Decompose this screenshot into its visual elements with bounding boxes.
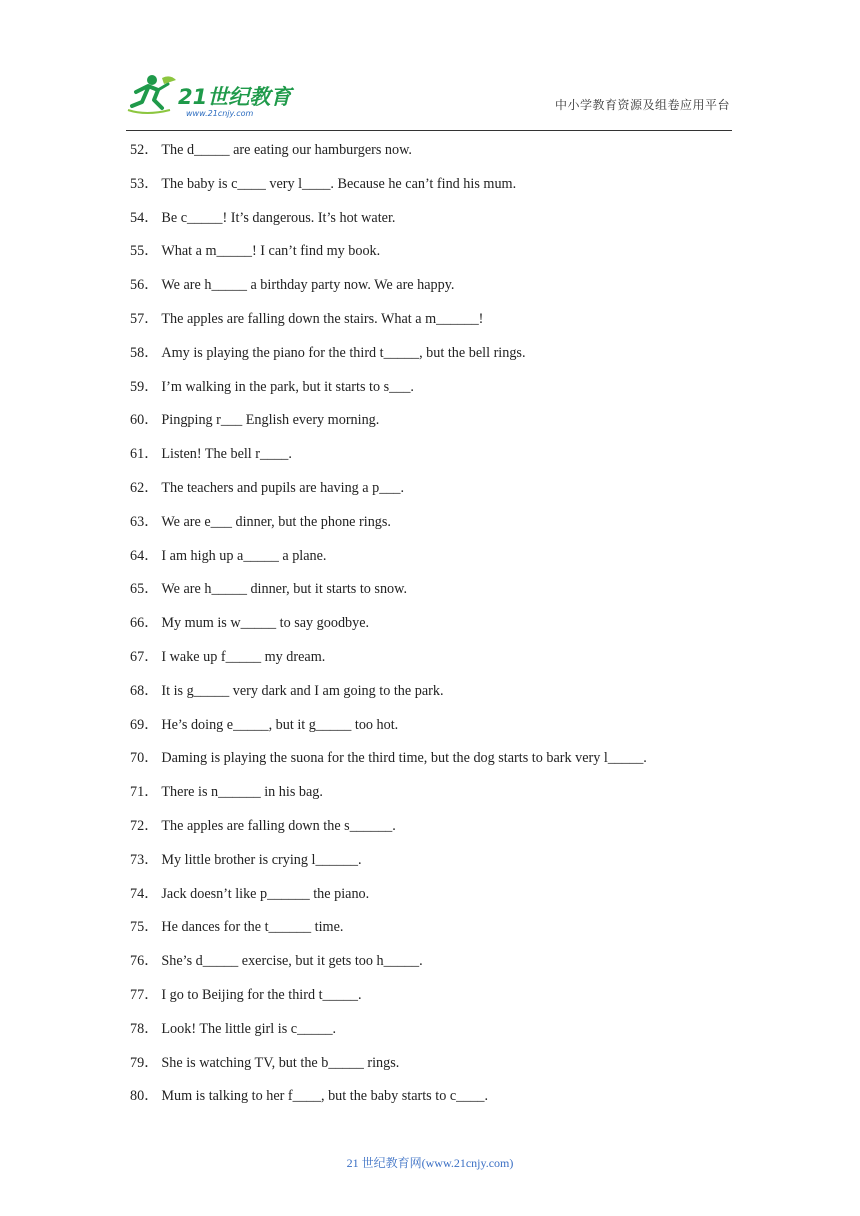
- question-item: [130, 646, 647, 680]
- question-text: We are e___ dinner, but the phone rings.: [161, 513, 391, 530]
- page-header: [126, 66, 732, 132]
- question-number: 53．: [130, 175, 159, 192]
- question-text: It is g_____ very dark and I am going to the park.: [161, 682, 444, 699]
- question-text: Pingping r___ English every morning.: [161, 412, 380, 429]
- question-item: [130, 984, 647, 1018]
- question-text: She is watching TV, but the b_____ rings.: [161, 1054, 400, 1071]
- question-item: [130, 612, 647, 646]
- question-number: 54．: [130, 209, 159, 226]
- question-item: [130, 781, 647, 815]
- question-text: Look! The little girl is c_____.: [161, 1020, 337, 1037]
- question-number: 70．: [130, 750, 159, 767]
- question-number: 64．: [130, 547, 159, 564]
- question-number: 80．: [130, 1088, 159, 1105]
- question-number: 73．: [130, 851, 159, 868]
- runner-logo-icon: [126, 70, 296, 120]
- question-item: [130, 139, 647, 173]
- question-number: 72．: [130, 817, 159, 834]
- question-item: [130, 308, 647, 342]
- question-text: She’s d_____ exercise, but it gets too h_____.: [161, 953, 423, 970]
- question-item: [130, 342, 647, 376]
- question-text: Listen! The bell r____.: [161, 446, 292, 463]
- question-number: 63．: [130, 513, 159, 530]
- question-text: The baby is c____ very l____. Because he can’t find his mum.: [161, 175, 517, 192]
- question-item: [130, 173, 647, 207]
- question-number: 57．: [130, 310, 159, 327]
- question-number: 65．: [130, 581, 159, 598]
- question-number: 52．: [130, 142, 159, 158]
- question-text: The apples are falling down the stairs. What a m______!: [161, 310, 484, 327]
- question-list: [130, 139, 647, 1119]
- question-number: 75．: [130, 919, 159, 936]
- question-item: [130, 443, 647, 477]
- question-item: [130, 714, 647, 748]
- logo-text: 21世纪教育: [178, 85, 292, 109]
- question-text: I am high up a_____ a plane.: [161, 547, 327, 564]
- question-text: There is n______ in his bag.: [161, 784, 323, 801]
- footer-site-link[interactable]: 21 世纪教育网(www.21cnjy.com): [346, 1156, 514, 1170]
- question-text: We are h_____ a birthday party now. We are happy.: [161, 277, 455, 294]
- question-text: The d_____ are eating our hamburgers now.: [161, 142, 412, 158]
- question-number: 67．: [130, 648, 159, 665]
- question-item: [130, 1052, 647, 1086]
- question-number: 56．: [130, 277, 159, 294]
- question-number: 61．: [130, 446, 159, 463]
- question-number: 68．: [130, 682, 159, 699]
- header-divider: [126, 130, 732, 131]
- question-item: [130, 1018, 647, 1052]
- question-number: 78．: [130, 1020, 159, 1037]
- question-item: [130, 849, 647, 883]
- question-text: Amy is playing the piano for the third t_____, but the bell rings.: [161, 344, 526, 361]
- question-text: I go to Beijing for the third t_____.: [161, 986, 362, 1003]
- question-number: 74．: [130, 885, 159, 902]
- question-number: 77．: [130, 986, 159, 1003]
- question-item: [130, 409, 647, 443]
- question-text: Mum is talking to her f____, but the baby starts to c____.: [161, 1088, 489, 1105]
- question-item: [130, 883, 647, 917]
- question-item: [130, 916, 647, 950]
- question-item: [130, 680, 647, 714]
- question-item: [130, 747, 647, 781]
- question-item: [130, 815, 647, 849]
- question-number: 58．: [130, 344, 159, 361]
- question-text: What a m_____! I can’t find my book.: [161, 243, 381, 260]
- question-text: He dances for the t______ time.: [161, 919, 344, 936]
- question-number: 60．: [130, 412, 159, 429]
- question-text: Daming is playing the suona for the third time, but the dog starts to bark very l_____.: [161, 750, 647, 767]
- question-text: He’s doing e_____, but it g_____ too hot.: [161, 716, 399, 733]
- question-item: [130, 578, 647, 612]
- question-item: [130, 274, 647, 308]
- site-logo[interactable]: [126, 70, 296, 120]
- question-number: 79．: [130, 1054, 159, 1071]
- question-item: [130, 207, 647, 241]
- question-number: 69．: [130, 716, 159, 733]
- question-text: My little brother is crying l______.: [161, 851, 362, 868]
- question-number: 59．: [130, 378, 159, 395]
- question-number: 55．: [130, 243, 159, 260]
- question-item: [130, 545, 647, 579]
- question-item: [130, 477, 647, 511]
- question-item: [130, 240, 647, 274]
- question-item: [130, 950, 647, 984]
- question-number: 76．: [130, 953, 159, 970]
- question-number: 66．: [130, 615, 159, 632]
- question-text: We are h_____ dinner, but it starts to snow.: [161, 581, 407, 598]
- question-item: [130, 1085, 647, 1119]
- question-text: I’m walking in the park, but it starts to s___.: [161, 378, 414, 395]
- question-text: My mum is w_____ to say goodbye.: [161, 615, 370, 632]
- logo-url: www.21cnjy.com: [186, 109, 254, 118]
- question-text: The apples are falling down the s______.: [161, 817, 396, 834]
- question-number: 62．: [130, 479, 159, 496]
- question-text: Be c_____! It’s dangerous. It’s hot water.: [161, 209, 396, 226]
- question-text: I wake up f_____ my dream.: [161, 648, 326, 665]
- question-number: 71．: [130, 784, 159, 801]
- question-text: Jack doesn’t like p______ the piano.: [161, 885, 370, 902]
- question-item: [130, 376, 647, 410]
- platform-tagline: 中小学教育资源及组卷应用平台: [554, 98, 730, 112]
- question-item: [130, 511, 647, 545]
- question-text: The teachers and pupils are having a p___.: [161, 479, 405, 496]
